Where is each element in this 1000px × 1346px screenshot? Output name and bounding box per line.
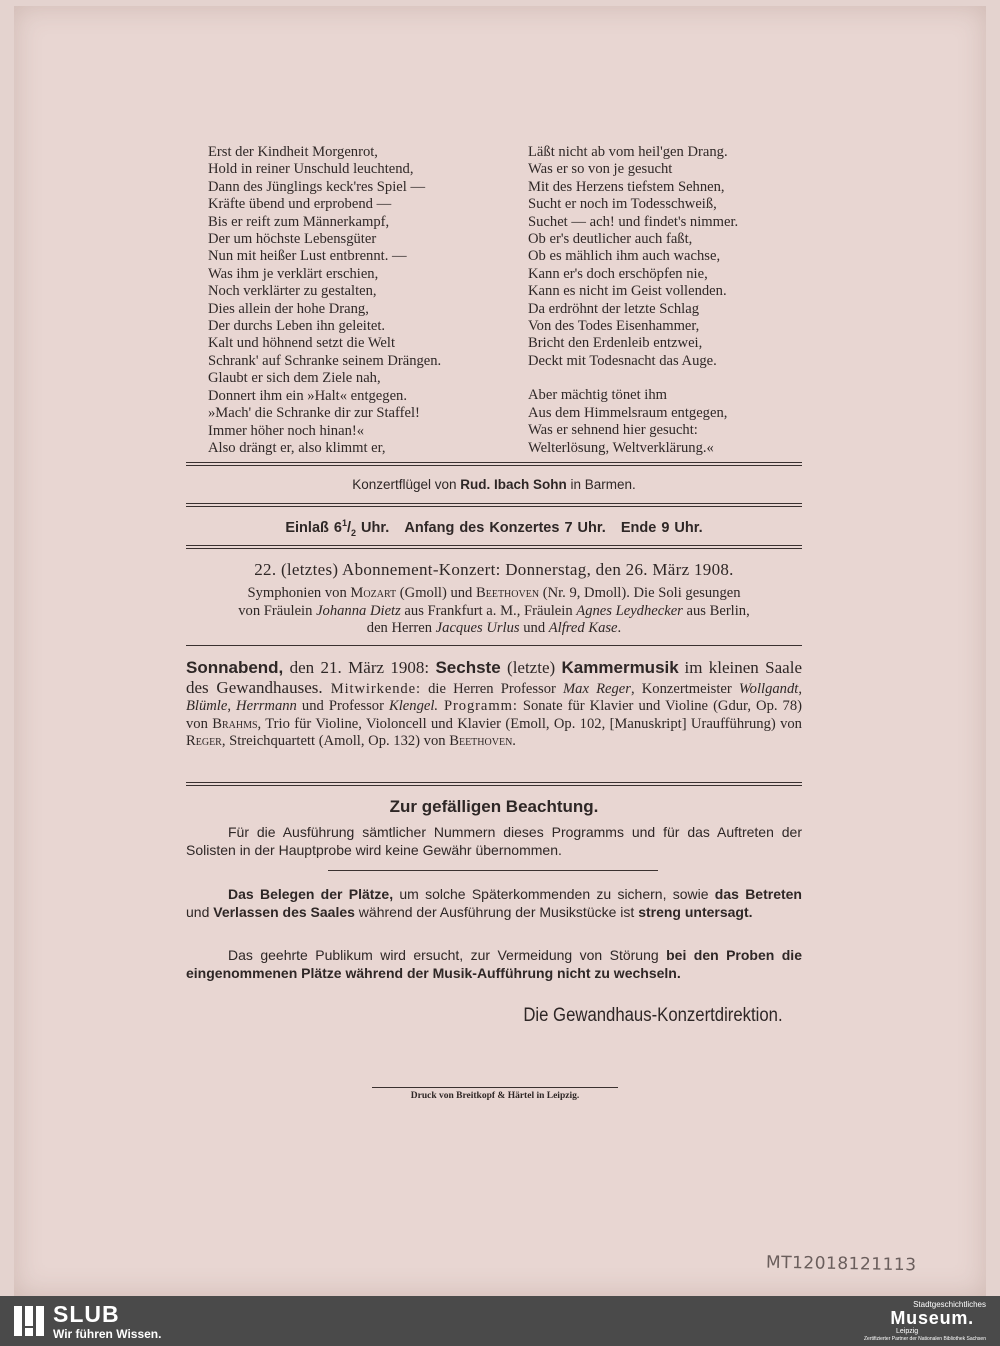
short-divider xyxy=(328,870,658,871)
stanza-gap xyxy=(528,370,818,387)
poem-line: Was ihm je verklärt erschien, xyxy=(208,265,379,282)
start-time: Anfang des Konzertes 7 Uhr. xyxy=(404,519,606,536)
museum-top: Stadtgeschichtliches xyxy=(913,1300,986,1309)
poem-right-column xyxy=(528,144,818,457)
printer-credit: Druck von Breitkopf & Härtel in Leipzig. xyxy=(410,1091,580,1101)
poem-line: Welterlösung, Weltverklärung.« xyxy=(528,439,714,456)
poem-line: Dann des Jünglings keck'res Spiel — xyxy=(208,178,426,195)
poem-line: Donnert ihm ein »Halt« entgegen. xyxy=(208,387,407,404)
poem-line: »Mach' die Schranke dir zur Staffel! xyxy=(208,405,420,422)
poem-line: Hold in reiner Unschuld leuchtend, xyxy=(208,161,414,178)
poem-line: Immer höher noch hinan!« xyxy=(208,422,365,439)
poem-line: Mit des Herzens tiefstem Sehnen, xyxy=(528,178,725,195)
museum-partner: Zertifizierter Partner der Nationalen Bibliothek Sachsen xyxy=(863,1336,986,1342)
poem-line: Kalt und höhnend setzt die Welt xyxy=(208,335,396,352)
poem-line: Da erdröhnt der letzte Schlag xyxy=(528,300,699,317)
piano-maker: Rud. Ibach Sohn xyxy=(460,477,567,492)
poem-line: Erst der Kindheit Morgenrot, xyxy=(208,144,378,160)
slub-name[interactable]: SLUB xyxy=(53,1301,120,1327)
poem-line: Kräfte übend und erprobend — xyxy=(208,196,392,213)
poem-line: Sucht er noch im Todesschweiß, xyxy=(528,196,717,213)
concert-times xyxy=(186,518,802,538)
poem-line: Aber mächtig tönet ihm xyxy=(528,387,668,404)
composer-mozart: Mozart xyxy=(350,585,397,601)
divider xyxy=(186,645,802,646)
poem-left-column xyxy=(208,144,508,457)
divider xyxy=(186,782,802,786)
notice-para-2: Das Belegen der Plätze, um solche Späterkommenden zu sichern, sowie das Betreten und Verlassen des Saales während der Ausführung der Musikstücke ist streng untersagt. xyxy=(186,886,802,920)
chamber-music-announcement: Sonnabend, den 21. März 1908: Sechste (letzte) Kammermusik im kleinen Saale des Gewandhauses. Mitwirkende: die Herren Professor Max Reger, Konzertmeister Wollgandt, Blümle, Herrmann und Professor Klengel. Programm: Sonate für Klavier und Violine (Gdur, Op. 78) von Brahms, Trio für Violine, Violoncell und Klavier (Emoll, Op. 102, [Manuskript] Uraufführung) von Reger, Streichquartett (Amoll, Op. 132) von Beethoven. xyxy=(186,658,803,750)
poem-line: Was er sehnend hier gesucht: xyxy=(528,422,698,439)
piano-prefix: Konzertflügel von xyxy=(352,477,461,492)
poem-line: Von des Todes Eisenhammer, xyxy=(528,318,700,335)
poem-line: Also drängt er, also klimmt er, xyxy=(208,439,386,456)
poem-line: Ob es mählich ihm auch wachse, xyxy=(528,248,721,265)
piano-credit xyxy=(186,477,802,492)
piano-suffix: in Barmen. xyxy=(566,477,636,492)
slub-logo-icon xyxy=(12,1304,46,1338)
poem-line: Nun mit heißer Lust entbrennt. — xyxy=(208,248,407,265)
archive-mark: MT12018121113 xyxy=(765,1252,917,1276)
soloist: Jacques Urlus xyxy=(435,620,520,636)
slub-tagline: Wir führen Wissen. xyxy=(53,1327,162,1341)
divider xyxy=(186,503,802,507)
notice-heading: Zur gefälligen Beachtung. xyxy=(389,797,599,816)
poem-line: Noch verklärter zu gestalten, xyxy=(208,283,377,300)
poem-line: Der um höchste Lebensgüter xyxy=(208,231,377,248)
museum-name[interactable]: Museum. xyxy=(890,1308,974,1328)
end-time: Ende 9 Uhr. xyxy=(620,519,703,536)
printer-divider xyxy=(372,1087,618,1088)
poem-line: Ob er's deutlicher auch faßt, xyxy=(528,231,693,248)
notice-para-1: Für die Ausführung sämtlicher Nummern dieses Programms und für das Auftreten der Solisten in der Hauptprobe wird keine Gewähr übernommen. xyxy=(186,824,802,858)
poem-line: Suchet — ach! und findet's nimmer. xyxy=(528,213,739,230)
composer-beethoven: Beethoven xyxy=(476,585,540,601)
poem-line: Läßt nicht ab vom heil'gen Drang. xyxy=(528,144,728,160)
notice-para-3: Das geehrte Publikum wird ersucht, zur Vermeidung von Störung bei den Proben die eingenommenen Plätze während der Musik-Aufführung nicht zu wechseln. xyxy=(186,947,802,981)
poem-line: Deckt mit Todesnacht das Auge. xyxy=(528,352,717,369)
signature: Die Gewandhaus-Konzertdirektion. xyxy=(523,1005,783,1026)
poem-line: Was er so von je gesucht xyxy=(528,161,673,178)
poem-line: Dies allein der hohe Drang, xyxy=(208,300,369,317)
museum-city: Leipzig xyxy=(896,1328,919,1335)
soloist: Alfred Kase xyxy=(548,620,618,636)
divider xyxy=(186,545,802,549)
poem-line: Der durchs Leben ihn geleitet. xyxy=(208,318,386,335)
poem-line: Kann es nicht im Geist vollenden. xyxy=(528,283,727,300)
divider xyxy=(186,462,802,466)
poem-line: Kann er's doch erschöpfen nie, xyxy=(528,265,708,282)
poem-line: Bis er reift zum Männerkampf, xyxy=(208,213,390,230)
entry-time: Einlaß $6^1/_2$ Uhr. xyxy=(285,518,390,538)
poem-line: Bricht den Erdenleib entzwei, xyxy=(528,335,703,352)
poem-line: Aus dem Himmelsraum entgegen, xyxy=(528,404,728,421)
next-concert-title: 22. (letztes) Abonnement-Konzert: Donnerstag, den 26. März 1908. xyxy=(254,560,734,579)
footer-bar xyxy=(0,1296,1000,1346)
soloist: Johanna Dietz xyxy=(316,602,401,619)
poem-line: Schrank' auf Schranke seinem Drängen. xyxy=(208,352,442,369)
poem-line: Glaubt er sich dem Ziele nah, xyxy=(208,370,381,387)
soloist: Agnes Leydhecker xyxy=(576,602,683,619)
next-concert-details: Symphonien von Mozart (Gmoll) und Beethoven (Nr. 9, Dmoll). Die Soli gesungen von Fräulein Johanna Dietz aus Frankfurt a. M., Fräulein Agnes Leydhecker aus Berlin, den Herren Jacques Urlus und Alfred Kase. xyxy=(238,585,750,636)
